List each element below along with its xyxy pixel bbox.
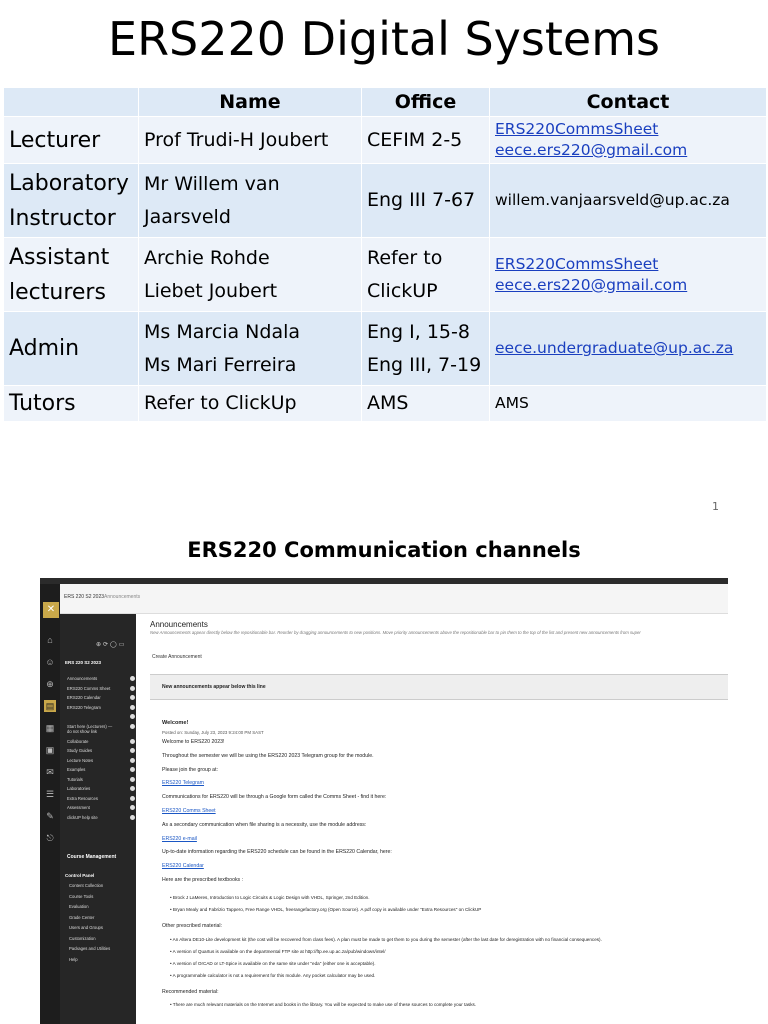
name-cell-line: Ms Mari Ferreira <box>144 353 297 376</box>
announcement-link[interactable]: ERS220 e-mail <box>162 835 197 842</box>
sidebar-tools-icon[interactable]: ⊕⟳◯▭ <box>96 642 127 648</box>
visibility-dot-icon[interactable] <box>130 739 135 744</box>
header-cell: Name <box>139 88 362 117</box>
name-cell-line: Archie Rohde <box>144 246 270 269</box>
page-title: Announcements <box>150 620 208 629</box>
office-cell-line: CEFIM 2-5 <box>367 128 463 151</box>
visibility-dot-icon[interactable] <box>130 777 135 782</box>
header-cell: Office <box>362 88 490 117</box>
breadcrumb-page[interactable]: Announcements <box>104 594 141 600</box>
role-cell <box>4 386 139 422</box>
globe-icon[interactable]: ⊕ <box>46 679 54 689</box>
contact-cell <box>490 238 767 312</box>
name-cell-line: Jaarsveld <box>144 205 231 228</box>
visibility-dot-icon[interactable] <box>130 686 135 691</box>
sidebar-item[interactable]: Lecture Notes <box>67 757 94 763</box>
visibility-dot-icon[interactable] <box>130 724 135 729</box>
control-panel-heading[interactable]: Control Panel <box>65 873 95 878</box>
visibility-dot-icon[interactable] <box>130 767 135 772</box>
announcements-main <box>144 614 728 1024</box>
contact-cell <box>490 117 767 164</box>
list-item: • There are much relevant materials on the Internet and books in the library. You will be expected to make use of these sources to complete your tasks. <box>170 1002 477 1008</box>
visibility-dot-icon[interactable] <box>130 805 135 810</box>
icon-column <box>40 584 60 1024</box>
sidebar-item[interactable]: Start here (Lecturers) — <box>67 723 113 729</box>
sidebar-item[interactable]: ERS220 Calendar <box>67 695 101 700</box>
announcement-text: Other prescribed material: <box>162 922 222 929</box>
contact-cell <box>490 386 767 422</box>
slide-subtitle: ERS220 Communication channels <box>187 538 581 562</box>
calendar-icon[interactable]: ▣ <box>45 745 55 755</box>
office-cell <box>362 164 490 238</box>
name-cell-line: Ms Marcia Ndala <box>144 320 301 343</box>
role-cell <box>4 312 139 386</box>
courses-icon[interactable]: ▤ <box>45 701 55 711</box>
office-cell-line: ClickUP <box>367 279 438 302</box>
sidebar-item[interactable]: Laboratories <box>67 786 91 791</box>
role-cell-line: lecturers <box>9 279 106 305</box>
contact-link[interactable]: ERS220CommsSheet <box>495 254 659 273</box>
announcement-text: Welcome to ERS220 2023! <box>162 739 225 745</box>
office-cell-line: Eng III 7-67 <box>367 189 476 211</box>
announcement-text: Please join the group at: <box>162 766 218 773</box>
list-item: • A version of OrCAD or LT-Spice is available on the same site under "eda" (either one is acceptable). <box>170 960 376 966</box>
name-cell <box>139 117 362 164</box>
course-management-heading: Course Management <box>67 854 117 860</box>
control-panel-item[interactable]: Evaluation <box>69 904 89 909</box>
close-icon[interactable]: ✕ <box>43 602 59 618</box>
contact-link[interactable]: eece.ers220@gmail.com <box>495 275 688 294</box>
institution-icon[interactable]: ⌂ <box>47 635 53 645</box>
contact-link[interactable]: eece.undergraduate@up.ac.za <box>495 339 734 357</box>
breadcrumb <box>40 584 728 614</box>
visibility-dot-icon[interactable] <box>130 695 135 700</box>
clickup-screenshot <box>40 578 728 1024</box>
role-cell-line: Assistant <box>9 244 110 270</box>
signout-icon[interactable]: ⎋ <box>46 833 54 843</box>
sidebar-item[interactable]: Study Guides <box>67 748 93 753</box>
course-sidebar <box>60 614 136 1024</box>
messages-icon[interactable]: ✉ <box>46 767 54 777</box>
contact-link[interactable]: eece.ers220@gmail.com <box>495 141 688 159</box>
office-cell <box>362 117 490 164</box>
list-item: • A version of Quartus is available on the departmental FTP site at http://ftp.ee.up.ac.za/pub/windows/intel/ <box>170 948 386 954</box>
table-row <box>4 312 767 386</box>
list-item: • Brock J LaMeres, Introduction to Logic Circuits & Logic Design with VHDL, Springer, 2nd Edition. <box>170 894 370 900</box>
role-cell-line: Tutors <box>9 391 76 416</box>
name-cell <box>139 238 362 312</box>
table-row <box>4 164 767 238</box>
sidebar-item[interactable]: Examples <box>67 767 86 772</box>
sidebar-item[interactable]: Extra Resources <box>67 795 98 801</box>
name-cell <box>139 312 362 386</box>
sidebar-course-title[interactable]: ERS 220 S2 2023 <box>65 660 102 665</box>
announcement-text: Up-to-date information regarding the ERS220 schedule can be found in the ERS220 Calendar, here: <box>162 849 392 856</box>
reposition-bar[interactable] <box>150 674 728 700</box>
visibility-dot-icon[interactable] <box>130 758 135 763</box>
visibility-dot-icon[interactable] <box>130 705 135 710</box>
announcements-note: New Announcements appear directly below the repositionable bar. Reorder by dragging announcements to new positions. Move priority announcements above the repositionable bar to pin them to the top of the list and present new announcements from super <box>150 630 641 635</box>
sidebar-item[interactable]: Tutorials <box>67 776 83 782</box>
announcement-link[interactable]: ERS220 Telegram <box>162 780 205 787</box>
visibility-dot-icon[interactable] <box>130 786 135 791</box>
visibility-dot-icon[interactable] <box>130 714 135 719</box>
tools-icon[interactable]: ✎ <box>46 811 54 821</box>
grades-icon[interactable]: ☰ <box>45 789 55 799</box>
visibility-dot-icon[interactable] <box>130 748 135 753</box>
sidebar-item[interactable]: ERS220 Telegram <box>67 704 101 710</box>
list-item: • A programmable calculator is not a requirement for this module. Any pocket calculator may be used. <box>170 972 376 978</box>
name-cell-line: Liebet Joubert <box>144 279 278 302</box>
table-row <box>4 117 767 164</box>
announcement-text: As a secondary communication when file sharing is a necessity, use the module address: <box>162 821 367 828</box>
announcement-link[interactable]: ERS220 Comms Sheet <box>162 808 216 814</box>
role-cell-line: Admin <box>9 336 80 361</box>
name-cell <box>139 164 362 238</box>
office-cell-line: AMS <box>367 392 409 414</box>
reposition-bar-label: New announcements appear below this line <box>162 684 266 690</box>
control-panel-item[interactable]: Course Tools <box>69 893 94 899</box>
office-cell <box>362 386 490 422</box>
slide-title: ERS220 Digital Systems <box>108 12 660 66</box>
list-item: • Bryan Mealy and Fabrizio Tappero, Free Range VHDL, freerangefactory.org (Open Source). A pdf copy is available under "Extra Resources" on ClickUP <box>170 906 482 912</box>
contact-cell <box>490 312 767 386</box>
sidebar-item[interactable]: Announcements <box>67 676 98 681</box>
table-row <box>4 386 767 422</box>
visibility-dot-icon[interactable] <box>130 815 135 820</box>
role-cell <box>4 164 139 238</box>
profile-icon[interactable]: ☺ <box>45 657 55 667</box>
control-panel-item[interactable]: Users and Groups <box>69 925 103 930</box>
post-date: Posted on: Sunday, July 23, 2023 9:24:00 PM SAST <box>162 730 264 735</box>
table-header-row <box>4 88 767 117</box>
create-announcement-button[interactable]: Create Announcement <box>152 654 202 660</box>
announcement-text: Recommended material: <box>162 988 219 995</box>
sidebar-item[interactable]: do not show link <box>67 728 98 734</box>
control-panel-item[interactable]: Grade Center <box>69 914 95 920</box>
office-cell <box>362 312 490 386</box>
list-item: • An Altera DE10-Lite development kit (the cost will be recovered from class fees). A plan must be made to get them to you during the semester (after the last date for deregistration with no financial consequences). <box>170 936 602 942</box>
announcement-text: Throughout the semester we will be using the ERS220 2023 Telegram group for the module. <box>162 752 374 759</box>
contact-cell-line: AMS <box>495 394 529 412</box>
announcement-link[interactable]: ERS220 Calendar <box>162 863 204 870</box>
name-cell-line: Mr Willem van <box>144 172 280 195</box>
visibility-dot-icon[interactable] <box>130 676 135 681</box>
office-cell <box>362 238 490 312</box>
control-panel-item[interactable]: Customization <box>69 935 96 941</box>
page-number: 1 <box>712 500 719 513</box>
office-cell-line: Eng III, 7-19 <box>367 353 482 376</box>
header-cell: Contact <box>490 88 767 117</box>
table-row <box>4 238 767 312</box>
office-cell-line: Eng I, 15-8 <box>367 320 470 343</box>
announcement-text: Communications for ERS220 will be through a Google form called the Comms Sheet - find it here: <box>162 794 387 801</box>
role-cell-line: Laboratory <box>9 170 129 196</box>
office-cell-line: Refer to <box>367 246 443 269</box>
role-cell <box>4 117 139 164</box>
visibility-dot-icon[interactable] <box>130 796 135 801</box>
contact-cell-line: willem.vanjaarsveld@up.ac.za <box>495 191 730 209</box>
role-cell-line: Lecturer <box>9 127 101 153</box>
control-panel-item[interactable]: Content Collection <box>69 883 104 888</box>
groups-icon[interactable]: ▦ <box>45 723 55 733</box>
header-cell <box>4 88 139 117</box>
sidebar-item[interactable]: Collaborate <box>67 738 89 744</box>
control-panel-item[interactable]: Packages and Utilities <box>69 946 111 951</box>
post-title: Welcome! <box>162 720 189 726</box>
announcement-text: Here are the prescribed textbooks : <box>162 877 244 883</box>
sidebar-item[interactable]: ERS220 Comms Sheet <box>67 685 111 691</box>
role-cell-line: Instructor <box>9 205 116 231</box>
sidebar-item[interactable]: clickUP help site <box>67 814 98 820</box>
contact-link[interactable]: ERS220CommsSheet <box>495 120 659 138</box>
name-cell-line: Prof Trudi-H Joubert <box>144 128 329 151</box>
contact-cell <box>490 164 767 238</box>
name-cell-line: Refer to ClickUp <box>144 392 297 414</box>
role-cell <box>4 238 139 312</box>
staff-table <box>3 87 767 422</box>
name-cell <box>139 386 362 422</box>
breadcrumb-course[interactable]: ERS 220 S2 2023 <box>64 594 105 600</box>
control-panel-item[interactable]: Help <box>69 956 78 962</box>
sidebar-item[interactable]: Assessment <box>67 805 90 810</box>
